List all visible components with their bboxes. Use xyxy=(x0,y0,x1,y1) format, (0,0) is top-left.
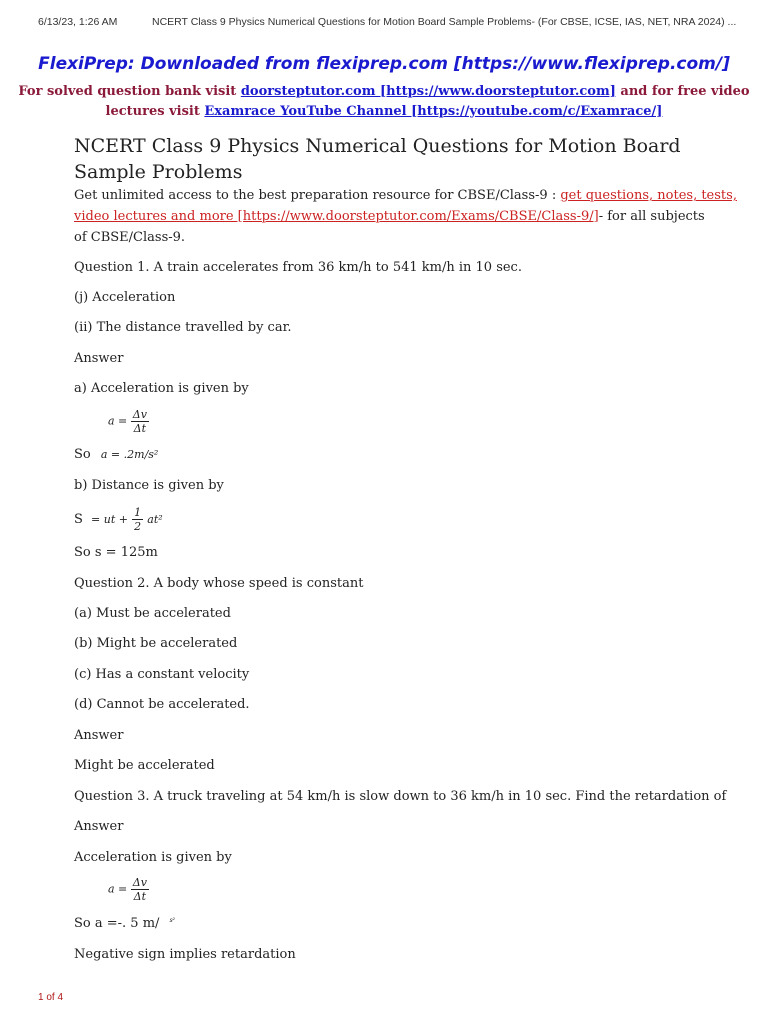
equation-acceleration-1 xyxy=(108,408,149,435)
intro-text: Get unlimited access to the best preparation resource for CBSE/Class-9 : xyxy=(74,188,561,203)
question-3: Question 3. A truck traveling at 54 km/h is slow down to 36 km/h in 10 sec. Find the retardation of xyxy=(74,789,727,804)
print-datetime: 6/13/23, 1:26 AM xyxy=(38,16,118,28)
q2-option-c: (c) Has a constant velocity xyxy=(74,667,250,682)
answer2-text: Might be accelerated xyxy=(74,758,215,773)
video-lectures-line xyxy=(0,104,768,119)
question-1: Question 1. A train accelerates from 36 km/h to 541 km/h in 10 sec. xyxy=(74,260,522,275)
so3-tail: s² xyxy=(169,916,176,924)
q1-part-ii: (ii) The distance travelled by car. xyxy=(74,320,292,335)
intro-suffix: - for all subjects xyxy=(598,209,705,224)
doorsteptutor-link[interactable]: doorsteptutor.com [https://www.doorsteptutor.com] xyxy=(240,84,616,99)
retardation-note: Negative sign implies retardation xyxy=(74,947,296,962)
equation-distance xyxy=(74,506,163,533)
eq3-lhs: a = xyxy=(108,882,128,896)
so1-equation: a = .2m/s² xyxy=(100,448,159,461)
page-counter: 1 of 4 xyxy=(38,992,64,1003)
eq2-s: S xyxy=(74,512,83,527)
examrace-youtube-link[interactable]: Examrace YouTube Channel [https://youtube.com/c/Examrace/] xyxy=(204,104,663,119)
solved-bank-prefix: For solved question bank visit xyxy=(18,84,241,99)
solved-bank-middle: and for free video xyxy=(615,84,750,99)
eq3-fraction xyxy=(131,876,149,903)
q2-option-d: (d) Cannot be accelerated. xyxy=(74,697,250,712)
so-line-2: So s = 125m xyxy=(74,545,158,560)
eq1-lhs: a = xyxy=(108,414,128,428)
answer1-b: b) Distance is given by xyxy=(74,478,224,493)
intro-link-part2[interactable]: video lectures and more [https://www.doorsteptutor.com/Exams/CBSE/Class-9/] xyxy=(74,209,599,224)
eq2-mid: = ut + xyxy=(91,513,128,526)
eq1-numerator: Δv xyxy=(132,408,147,421)
page-title-line2: Sample Problems xyxy=(74,161,243,183)
intro-line1 xyxy=(74,188,737,203)
page-title-line1: NCERT Class 9 Physics Numerical Questions for Motion Board xyxy=(74,135,681,157)
eq2-fraction xyxy=(132,506,143,533)
intro-line2 xyxy=(74,209,705,224)
q2-option-b: (b) Might be accelerated xyxy=(74,636,238,651)
answer-label-2: Answer xyxy=(74,728,124,743)
q1-part-i: (j) Acceleration xyxy=(74,290,176,305)
eq2-tail: at² xyxy=(147,513,163,526)
intro-link-part1[interactable]: get questions, notes, tests, xyxy=(560,188,737,203)
flexiprep-banner[interactable]: FlexiPrep: Downloaded from flexiprep.com [https://www.flexiprep.com/] xyxy=(38,54,730,74)
q2-option-a: (a) Must be accelerated xyxy=(74,606,231,621)
answer-label-3: Answer xyxy=(74,819,124,834)
eq3-numerator: Δv xyxy=(132,876,147,889)
print-doc-title: NCERT Class 9 Physics Numerical Questions for Motion Board Sample Problems- (For CBSE, ICSE, IAS, NET, NRA 2024) ... xyxy=(152,16,737,28)
eq1-fraction xyxy=(131,408,149,435)
answer1-a: a) Acceleration is given by xyxy=(74,381,249,396)
video-lectures-prefix: lectures visit xyxy=(105,104,205,119)
eq2-numerator: 1 xyxy=(134,506,142,519)
so1-label: So xyxy=(74,447,91,462)
eq3-denominator: Δt xyxy=(133,890,147,903)
so-line-3 xyxy=(74,916,175,931)
answer-label-1: Answer xyxy=(74,351,124,366)
equation-acceleration-2 xyxy=(108,876,149,903)
so-line-1 xyxy=(74,447,158,462)
question-2: Question 2. A body whose speed is constant xyxy=(74,576,364,591)
so3-text: So a =-. 5 m/ xyxy=(74,916,160,931)
eq1-denominator: Δt xyxy=(133,422,147,435)
eq2-denominator: 2 xyxy=(134,520,142,533)
answer3-text: Acceleration is given by xyxy=(74,850,232,865)
intro-line3: of CBSE/Class-9. xyxy=(74,230,186,245)
solved-bank-line xyxy=(0,84,768,99)
